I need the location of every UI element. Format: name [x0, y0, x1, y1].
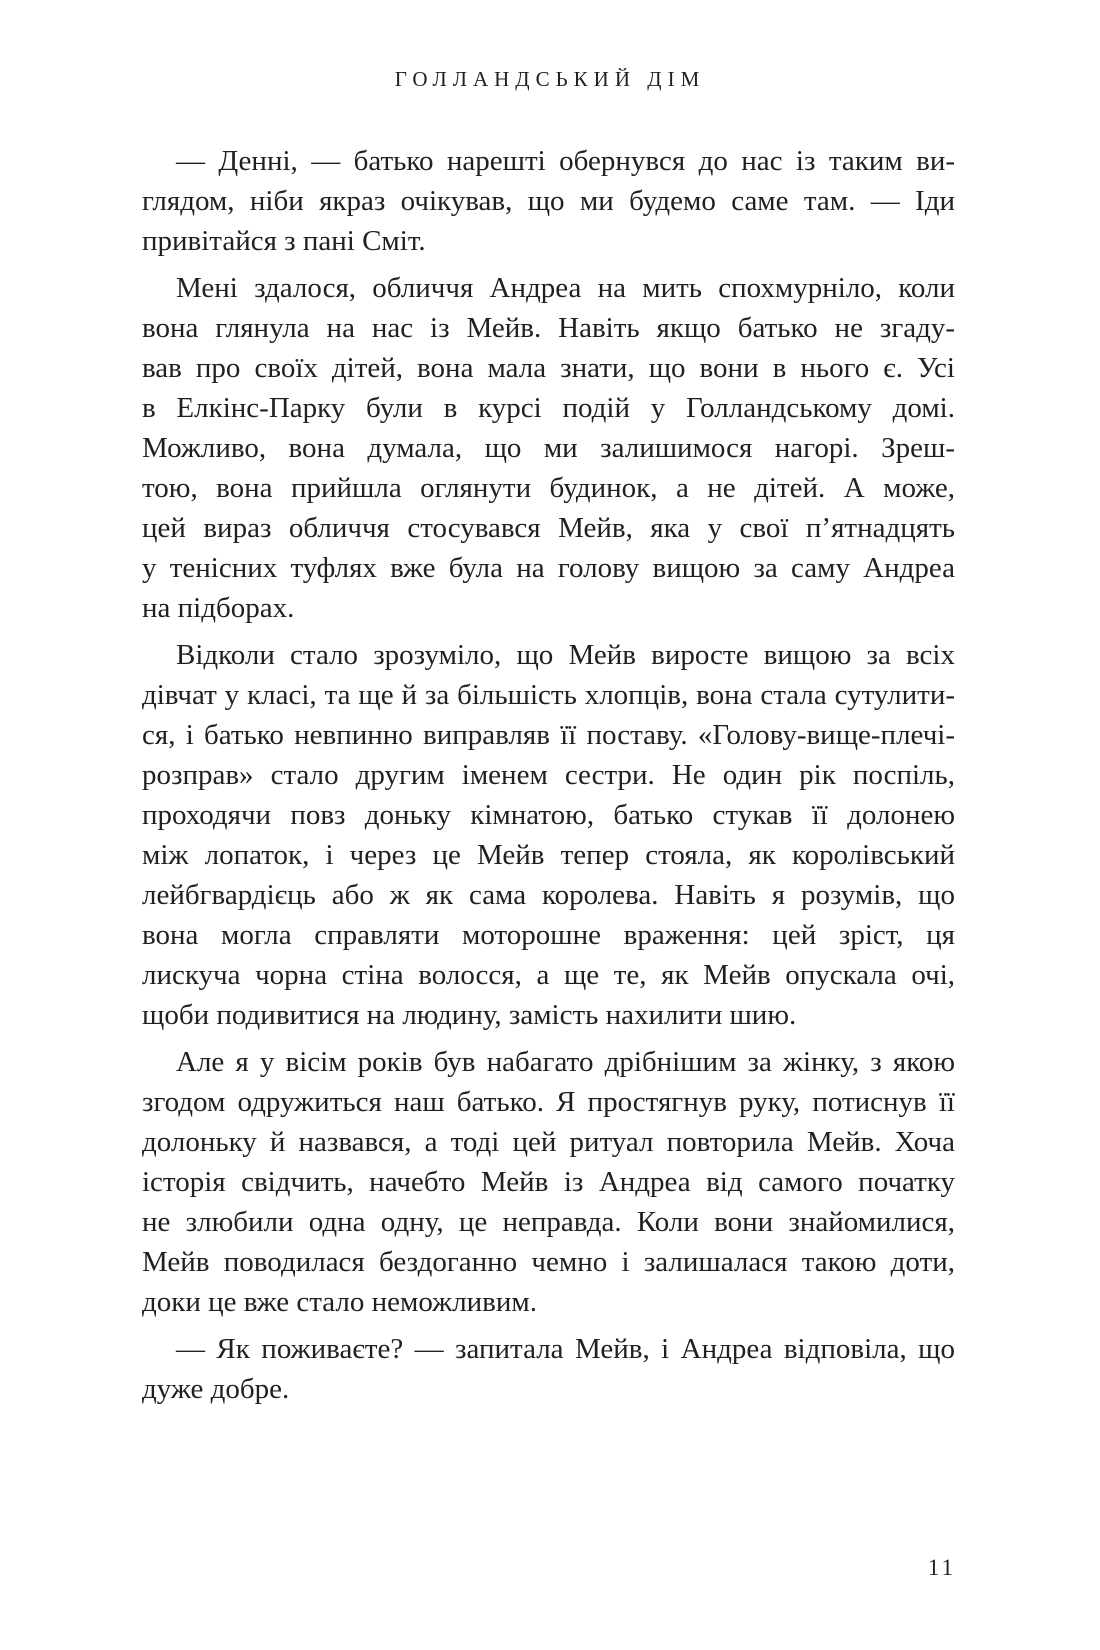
paragraph: [142, 141, 955, 261]
text-line: історія свідчить, начебто Мейв із Андреа від самого початку: [142, 1166, 955, 1198]
running-header: ГОЛЛАНДСЬКИЙ ДІМ: [394, 67, 706, 91]
text-line: Мейв поводилася бездоганно чемно і залишалася такою доти,: [142, 1246, 955, 1278]
text-line: Мені здалося, обличчя Андреа на мить спохмурніло, коли: [176, 272, 955, 304]
text-line: у тенісних туфлях вже була на голову вищою за саму Андреа: [142, 552, 955, 584]
body-text: [142, 141, 955, 1409]
text-line: згодом одружиться наш батько. Я простягнув руку, потиснув її: [142, 1086, 955, 1118]
text-line: щоби подивитися на людину, замість нахилити шию.: [142, 999, 797, 1031]
text-line: Можливо, вона думала, що ми залишимося нагорі. Зреш-: [142, 432, 955, 464]
text-line: доки це вже стало неможливим.: [142, 1286, 537, 1318]
text-line: на підборах.: [142, 592, 295, 624]
paragraph: [142, 1329, 955, 1409]
text-line: не злюбили одна одну, це неправда. Коли вони знайомилися,: [142, 1206, 955, 1238]
text-line: — Денні, — батько нарешті обернувся до нас із таким ви-: [176, 145, 955, 177]
text-line: в Елкінс-Парку були в курсі подій у Голландському домі.: [142, 392, 955, 424]
text-line: дуже добре.: [142, 1373, 290, 1405]
text-line: проходячи повз доньку кімнатою, батько стукав її долонею: [142, 799, 955, 831]
text-line: лискуча чорна стіна волосся, а ще те, як Мейв опускала очі,: [142, 959, 955, 991]
text-line: долоньку й назвався, а тоді цей ритуал повторила Мейв. Хоча: [142, 1126, 955, 1158]
text-line: Але я у вісім років був набагато дрібнішим за жінку, з якою: [176, 1046, 955, 1078]
text-line: дівчат у класі, та ще й за більшість хлопців, вона стала сутулити-: [142, 679, 955, 711]
text-line: розправ» стало другим іменем сестри. Не один рік поспіль,: [142, 759, 955, 791]
text-line: вона могла справляти моторошне враження: цей зріст, ця: [142, 919, 955, 951]
paragraph: [142, 635, 955, 1035]
text-line: тою, вона прийшла оглянути будинок, а не дітей. А може,: [142, 472, 955, 504]
page-number: 11: [927, 1555, 956, 1580]
text-line: Відколи стало зрозуміло, що Мейв виросте вищою за всіх: [176, 639, 955, 671]
text-line: привітайся з пані Сміт.: [142, 225, 426, 257]
text-line: глядом, ніби якраз очікував, що ми будемо саме там. — Іди: [142, 185, 955, 217]
text-line: вав про своїх дітей, вона мала знати, що вони в нього є. Усі: [142, 352, 955, 384]
paragraph: [142, 268, 955, 628]
text-line: між лопаток, і через це Мейв тепер стояла, як королівський: [142, 839, 955, 871]
text-line: — Як поживаєте? — запитала Мейв, і Андреа відповіла, що: [176, 1333, 955, 1365]
text-line: вона глянула на нас із Мейв. Навіть якщо батько не згаду-: [142, 312, 955, 344]
text-line: лейбгвардієць або ж як сама королева. Навіть я розумів, що: [142, 879, 955, 911]
paragraph: [142, 1042, 955, 1322]
text-line: ся, і батько невпинно виправляв її поставу. «Голову-вище-плечі-: [142, 719, 955, 751]
text-line: цей вираз обличчя стосувався Мейв, яка у свої п’ятнадцять: [142, 512, 955, 544]
